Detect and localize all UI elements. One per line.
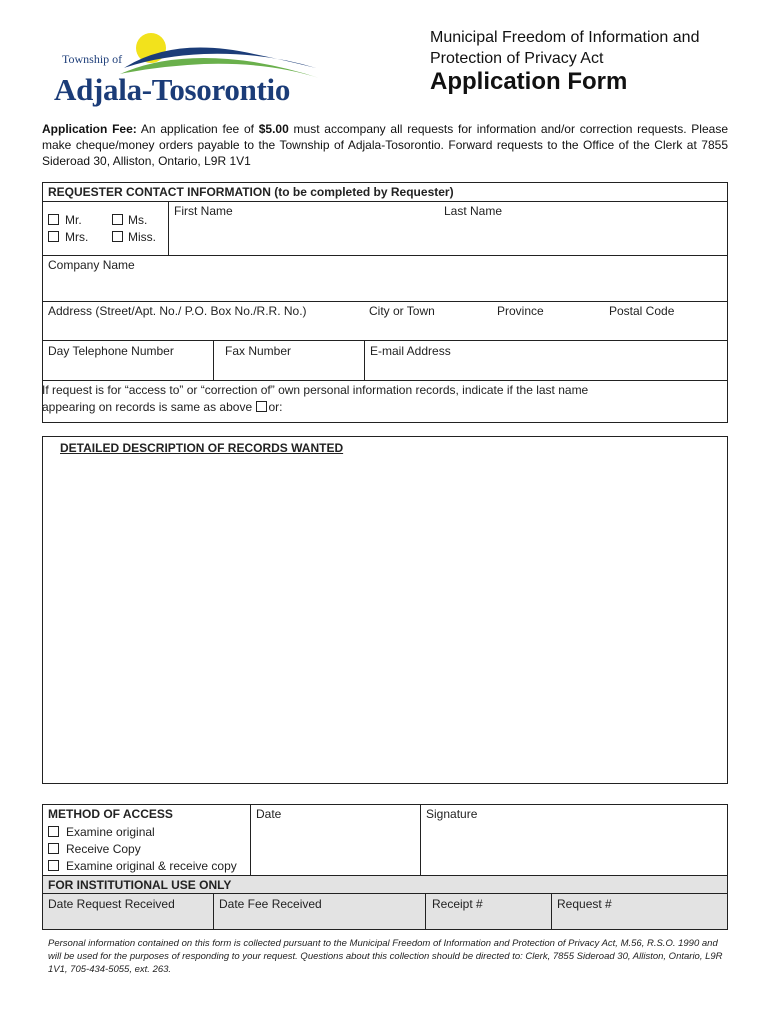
title-mrs-label: Mrs. (65, 230, 89, 244)
divider (213, 893, 214, 930)
signature-field[interactable]: Signature (426, 807, 478, 821)
same-name-note-line2 (42, 400, 282, 414)
divider (42, 255, 728, 256)
records-description-area[interactable] (42, 436, 728, 784)
divider (420, 804, 421, 875)
act-name (430, 27, 699, 69)
examine-and-copy-label: Examine original & receive copy (66, 859, 237, 873)
day-phone-field[interactable]: Day Telephone Number (48, 344, 174, 358)
institutional-heading: FOR INSTITUTIONAL USE ONLY (48, 878, 232, 892)
title-miss-checkbox[interactable] (112, 231, 123, 242)
receive-copy-checkbox[interactable] (48, 843, 59, 854)
township-logo (54, 30, 324, 108)
divider (213, 340, 214, 380)
divider (364, 340, 365, 380)
title-mr-checkbox[interactable] (48, 214, 59, 225)
fax-field[interactable]: Fax Number (225, 344, 292, 358)
privacy-notice: Personal information contained on this form is collected pursuant to the Municipal Freedom of Information and Protection of Privacy Act, M.56, R.S.O. 1990 and will be used for the purposes of responding to your request. Questions about this collection should be directed to: Clerk, 7855 Sideroad 30, Alliston, Ontario, L9R 1V1, 705-434-5055, ext. 263. (48, 938, 723, 975)
form-title: Application Form (430, 68, 628, 95)
note-line2-text: appearing on records is same as above (42, 400, 256, 414)
act-line-1: Municipal Freedom of Information and (430, 29, 700, 46)
divider (425, 893, 426, 930)
province-field[interactable]: Province (497, 304, 544, 318)
title-mr-label: Mr. (65, 213, 82, 227)
logo-name: Adjala-Tosorontio (54, 72, 291, 107)
examine-original-label: Examine original (66, 825, 155, 839)
date-request-received-field[interactable]: Date Request Received (48, 897, 175, 911)
divider (551, 893, 552, 930)
divider (42, 301, 728, 302)
email-field[interactable]: E-mail Address (370, 344, 451, 358)
date-field[interactable]: Date (256, 807, 282, 821)
same-name-note-line1: If request is for “access to” or “correction of” own personal information records, indicate if the last name (42, 383, 589, 397)
logo-township-of: Township of (62, 52, 123, 66)
date-fee-received-field[interactable]: Date Fee Received (219, 897, 322, 911)
company-name-field[interactable]: Company Name (48, 258, 135, 272)
divider (42, 875, 728, 876)
last-name-field[interactable]: Last Name (444, 204, 503, 218)
divider (42, 893, 728, 894)
title-ms-label: Ms. (128, 213, 148, 227)
description-heading: DETAILED DESCRIPTION OF RECORDS WANTED (60, 441, 344, 455)
divider (250, 804, 251, 875)
examine-original-checkbox[interactable] (48, 826, 59, 837)
divider (168, 201, 169, 255)
divider (42, 201, 728, 202)
receipt-number-field[interactable]: Receipt # (432, 897, 483, 911)
examine-and-copy-checkbox[interactable] (48, 860, 59, 871)
fee-text-b: must accompany all requests for information and/or correction requests. Please make cheque/money orders payable to the Township of Adjala-Tosorontio. Forward requests to the Office of the Clerk at 7855 Sideroad 30, Alliston, Ontario, L9R 1V1 (42, 122, 728, 168)
title-mrs-checkbox[interactable] (48, 231, 59, 242)
note-line2-or: or: (268, 400, 283, 414)
act-line-2: Protection of Privacy Act (430, 50, 604, 67)
city-field[interactable]: City or Town (369, 304, 435, 318)
postal-code-field[interactable]: Postal Code (609, 304, 675, 318)
divider (42, 340, 728, 341)
title-miss-label: Miss. (128, 230, 156, 244)
title-ms-checkbox[interactable] (112, 214, 123, 225)
same-as-above-checkbox[interactable] (256, 401, 267, 412)
fee-amount: $5.00 (258, 122, 289, 136)
requester-heading: REQUESTER CONTACT INFORMATION (to be completed by Requester) (48, 185, 454, 199)
receive-copy-label: Receive Copy (66, 842, 141, 856)
fee-text-a: An application fee of (136, 122, 259, 136)
address-field[interactable]: Address (Street/Apt. No./ P.O. Box No./R.R. No.) (48, 304, 307, 318)
fee-label: Application Fee: (42, 122, 137, 136)
divider (42, 380, 728, 381)
application-fee-paragraph (42, 121, 728, 169)
first-name-field[interactable]: First Name (174, 204, 233, 218)
access-heading: METHOD OF ACCESS (48, 807, 173, 821)
request-number-field[interactable]: Request # (557, 897, 612, 911)
